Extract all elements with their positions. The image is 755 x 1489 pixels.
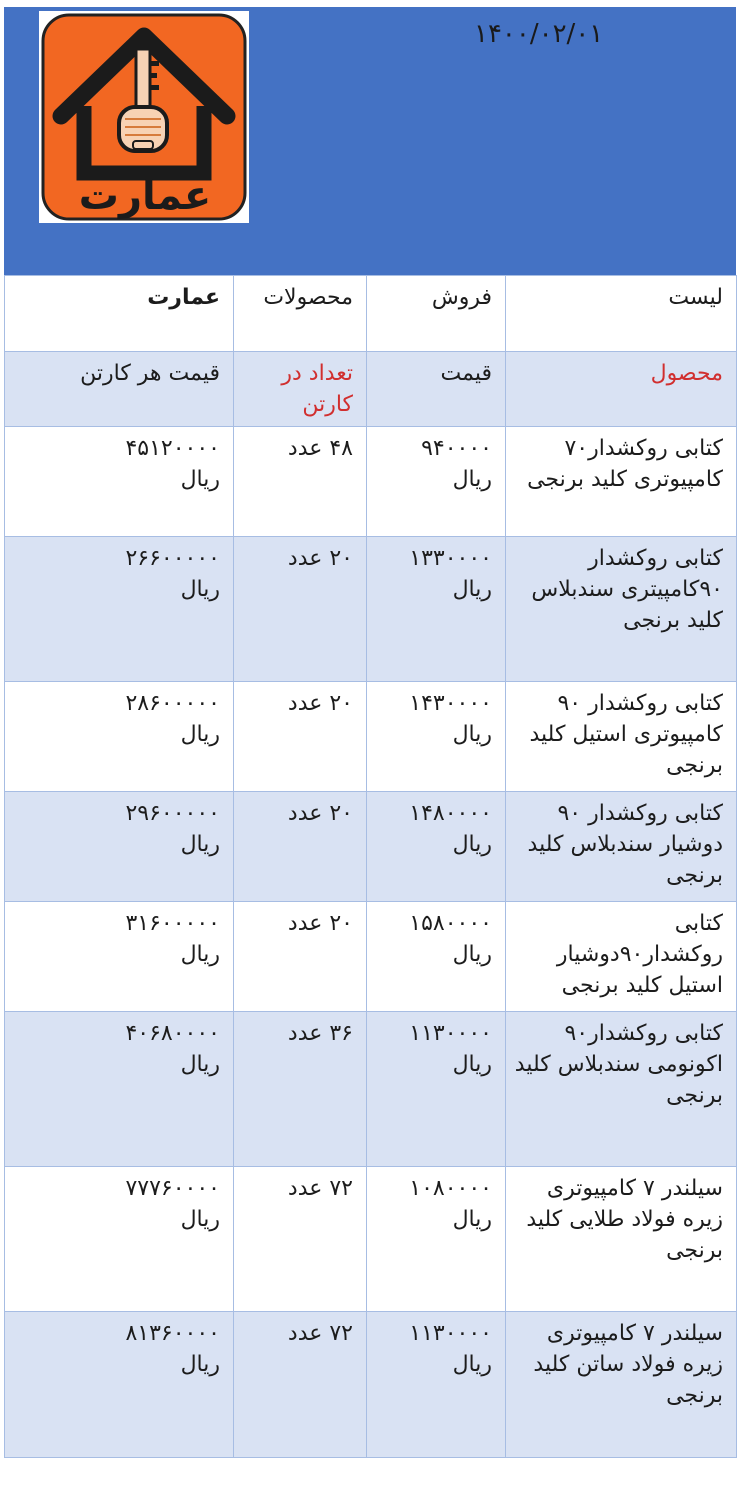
document-date: ۱۴۰۰/۰۲/۰۱ [474,19,604,49]
unit-price-currency: ریال [452,467,492,492]
unit-price-currency: ریال [452,1207,492,1232]
carton-price-currency: ریال [180,942,220,967]
carton-price-currency: ریال [180,577,220,602]
carton-price-currency: ریال [180,1352,220,1377]
header-banner [4,7,736,275]
column-header-row [5,352,737,427]
carton-price: ۴۵۱۲۰۰۰۰ [125,436,220,461]
product-name: سیلندر ۷ کامپیوتری زیره فولاد طلایی کلید برنجی [506,1167,737,1312]
table-row [5,427,737,537]
header-product: محصول [506,352,737,427]
count-in-carton: ۲۰ عدد [234,902,367,1012]
unit-price-cell [367,1012,506,1167]
unit-price-cell [367,902,506,1012]
unit-price-currency: ریال [452,1352,492,1377]
carton-price-cell [5,1012,234,1167]
unit-price-currency: ریال [452,722,492,747]
unit-price-currency: ریال [452,577,492,602]
product-name: کتابی روکشدار۹۰ اکونومی سندبلاس کلید برنجی [506,1012,737,1167]
table-row [5,537,737,682]
title-sales: فروش [367,276,506,352]
carton-price: ۷۷۷۶۰۰۰۰ [125,1176,220,1201]
logo-text: عمارت [78,173,212,219]
carton-price: ۳۱۶۰۰۰۰۰ [125,911,220,936]
carton-price-cell [5,537,234,682]
count-in-carton: ۲۰ عدد [234,682,367,792]
table-row [5,682,737,792]
unit-price: ۹۴۰۰۰۰ [421,436,492,461]
unit-price-currency: ریال [452,1052,492,1077]
count-in-carton: ۲۰ عدد [234,792,367,902]
product-name: کتابی روکشدار۷۰ کامپیوتری کلید برنجی [506,427,737,537]
carton-price: ۴۰۶۸۰۰۰۰ [125,1021,220,1046]
unit-price-cell [367,682,506,792]
title-list: لیست [506,276,737,352]
carton-price-cell [5,682,234,792]
product-name: سیلندر ۷ کامپیوتری زیره فولاد ساتن کلید برنجی [506,1312,737,1458]
product-name: کتابی روکشدار ۹۰ دوشیار سندبلاس کلید برنجی [506,792,737,902]
header-price: قیمت [367,352,506,427]
count-in-carton: ۷۲ عدد [234,1312,367,1458]
unit-price: ۱۰۸۰۰۰۰ [409,1176,492,1201]
carton-price-currency: ریال [180,467,220,492]
table-row [5,792,737,902]
house-key-logo-icon [39,11,249,223]
unit-price: ۱۵۸۰۰۰۰ [409,911,492,936]
unit-price-cell [367,792,506,902]
carton-price: ۲۶۶۰۰۰۰۰ [125,546,220,571]
unit-price-cell [367,1167,506,1312]
table-row [5,902,737,1012]
unit-price-currency: ریال [452,942,492,967]
title-emarat: عمارت [5,276,234,352]
unit-price: ۱۳۳۰۰۰۰ [409,546,492,571]
carton-price-currency: ریال [180,722,220,747]
table-row [5,1312,737,1458]
carton-price-currency: ریال [180,832,220,857]
header-count-in-carton: تعداد در کارتن [234,352,367,427]
unit-price-currency: ریال [452,832,492,857]
price-list-table [4,275,737,1458]
carton-price: ۸۱۳۶۰۰۰۰ [125,1321,220,1346]
carton-price-cell [5,902,234,1012]
product-rows [5,427,737,1458]
product-name: کتابی روکشدار ۹۰کامپیتری سندبلاس کلید برنجی [506,537,737,682]
title-products: محصولات [234,276,367,352]
count-in-carton: ۲۰ عدد [234,537,367,682]
carton-price-cell [5,1312,234,1458]
unit-price: ۱۱۳۰۰۰۰ [409,1321,492,1346]
header-carton-price: قیمت هر کارتن [5,352,234,427]
carton-price-cell [5,792,234,902]
unit-price-cell [367,537,506,682]
count-in-carton: ۴۸ عدد [234,427,367,537]
title-row [5,276,737,352]
product-name: کتابی روکشدار۹۰دوشیار استیل کلید برنجی [506,902,737,1012]
count-in-carton: ۷۲ عدد [234,1167,367,1312]
emarat-logo [39,11,249,223]
carton-price-currency: ریال [180,1052,220,1077]
carton-price-currency: ریال [180,1207,220,1232]
table-row [5,1012,737,1167]
carton-price: ۲۹۶۰۰۰۰۰ [125,801,220,826]
table-row [5,1167,737,1312]
product-name: کتابی روکشدار ۹۰ کامپیوتری استیل کلید برنجی [506,682,737,792]
unit-price: ۱۴۸۰۰۰۰ [409,801,492,826]
unit-price: ۱۱۳۰۰۰۰ [409,1021,492,1046]
carton-price-cell [5,1167,234,1312]
unit-price-cell [367,427,506,537]
unit-price-cell [367,1312,506,1458]
carton-price-cell [5,427,234,537]
carton-price: ۲۸۶۰۰۰۰۰ [125,691,220,716]
unit-price: ۱۴۳۰۰۰۰ [409,691,492,716]
count-in-carton: ۳۶ عدد [234,1012,367,1167]
